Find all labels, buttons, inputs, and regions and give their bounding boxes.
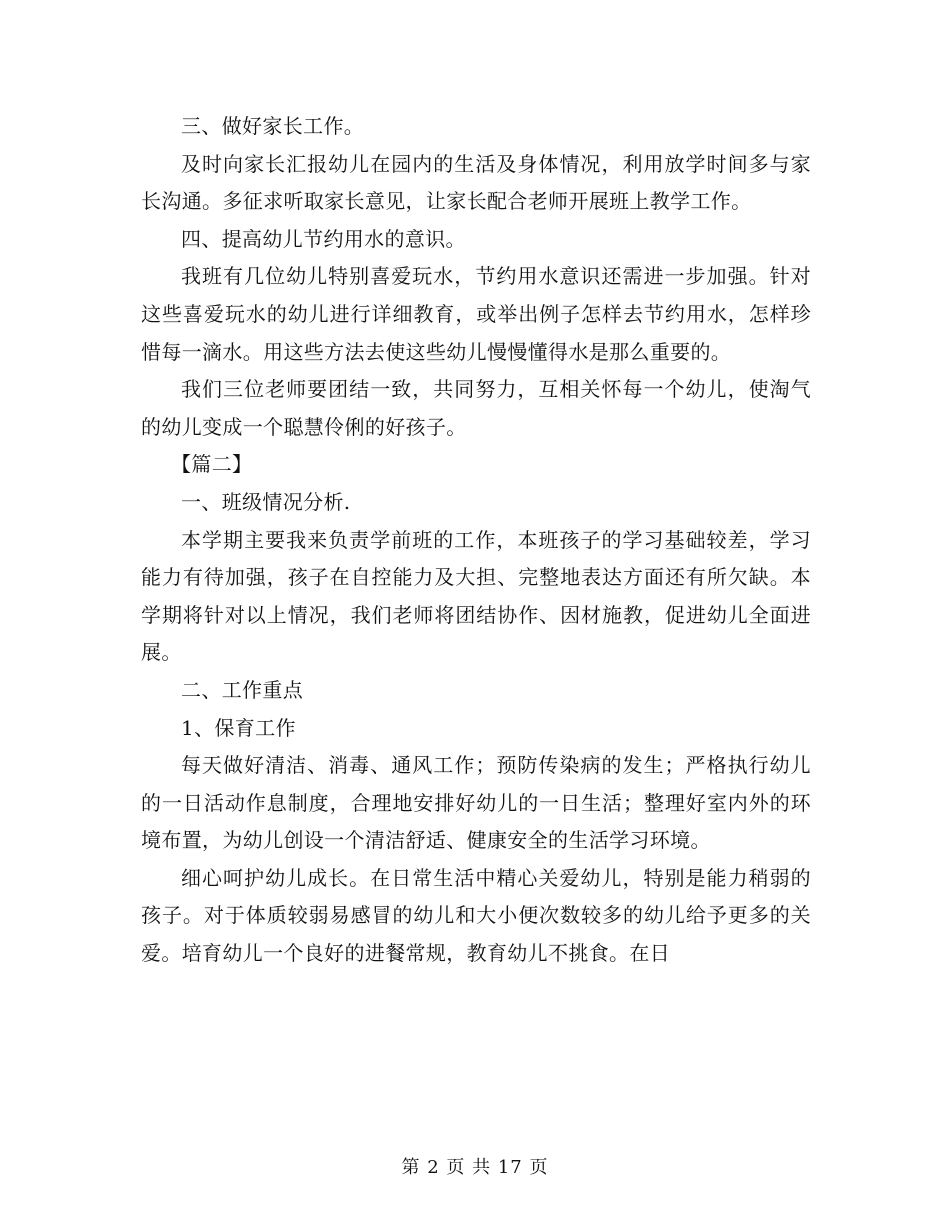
- paragraph-parent-communication: 及时向家长汇报幼儿在园内的生活及身体情况，利用放学时间多与家长沟通。多征求听取家长意见，让家长配合老师开展班上教学工作。: [141, 151, 811, 214]
- subheading-care-work: 1、保育工作: [181, 715, 296, 740]
- section-heading-work-focus: 二、工作重点: [181, 677, 304, 702]
- section-heading-parent-work: 三、做好家长工作。: [181, 114, 365, 138]
- paragraph-teacher-unity: 我们三位老师要团结一致，共同努力，互相关怀每一个幼儿，使淘气的幼儿变成一个聪慧伶俐的好孩子。: [141, 377, 811, 439]
- paragraph-child-care: 细心呵护幼儿成长。在日常生活中精心关爱幼儿，特别是能力稍弱的孩子。对于体质较弱易感冒的幼儿和大小便次数较多的幼儿给予更多的关爱。培育幼儿一个良好的进餐常规，教育幼儿不挑食。在日: [141, 865, 811, 966]
- section-heading-water-saving: 四、提高幼儿节约用水的意识。: [181, 226, 466, 251]
- paragraph-water-saving: 我班有几位幼儿特别喜爱玩水，节约用水意识还需进一步加强。针对这些喜爱玩水的幼儿进行详细教育，或举出例子怎样去节约用水，怎样珍惜每一滴水。用这些方法去使这些幼儿慢慢懂得水是那么重要的。: [141, 264, 811, 364]
- paragraph-daily-care: 每天做好清洁、消毒、通风工作；预防传染病的发生；严格执行幼儿的一日活动作息制度，合理地安排好幼儿的一日生活；整理好室内外的环境布置，为幼儿创设一个清洁舒适、健康安全的生活学习环境。: [141, 753, 811, 853]
- section-heading-class-analysis: 一、班级情况分析.: [181, 489, 351, 514]
- part-heading-two: 【篇二】: [171, 452, 253, 477]
- page-number-footer: 第 2 页 共 17 页: [401, 1157, 549, 1178]
- document-body: [141, 108, 811, 973]
- paragraph-class-analysis: 本学期主要我来负责学前班的工作，本班孩子的学习基础较差，学习能力有待加强，孩子在自控能力及大担、完整地表达方面还有所欠缺。本学期将针对以上情况，我们老师将团结协作、因材施教，促进幼儿全面进展。: [141, 527, 811, 665]
